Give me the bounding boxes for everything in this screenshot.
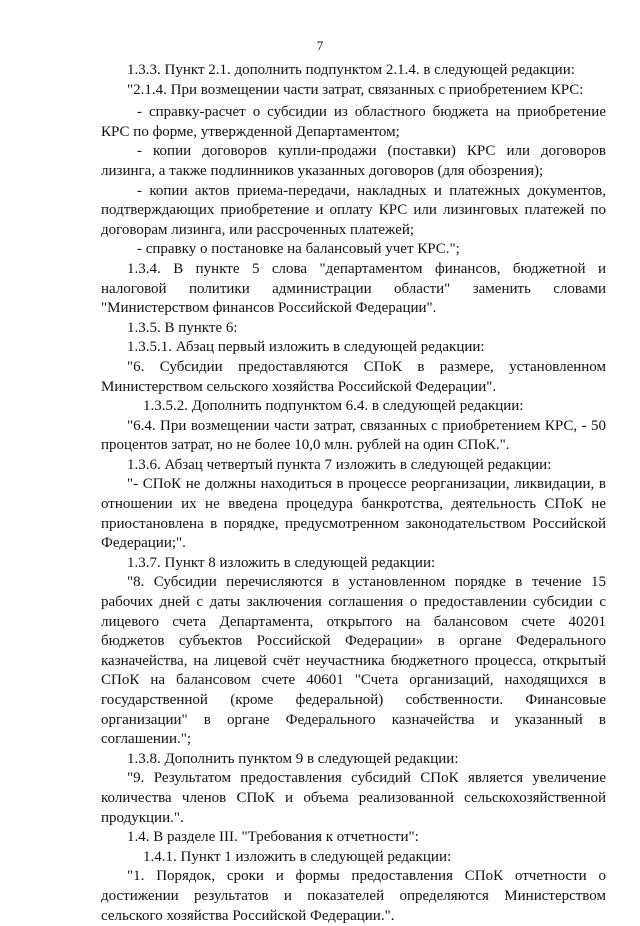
document-line: процентов затрат, но не более 10,0 млн. рублей на один СПоК.". — [101, 437, 510, 454]
document-line: 1.3.5. В пункте 6: — [127, 319, 238, 336]
document-line: СПоК на балансовом счете 40601 "Счета организаций, находящихся в — [101, 672, 606, 689]
document-line: 1.4.1. Пункт 1 изложить в следующей редакции: — [143, 848, 452, 865]
document-line: "6.4. При возмещении части затрат, связанных с приобретением КРС, - 50 — [127, 417, 606, 434]
document-line: "6. Субсидии предоставляются СПоК в размере, установленном — [127, 358, 606, 375]
document-line: 1.3.5.2. Дополнить подпунктом 6.4. в следующей редакции: — [143, 398, 524, 415]
document-line: "Министерством финансов Российской Федерации". — [101, 300, 437, 317]
document-line: 1.3.6. Абзац четвертый пункта 7 изложить в следующей редакции: — [127, 456, 552, 473]
document-line: договорам лизинга, или рассроченных платежей; — [101, 221, 415, 238]
document-line: 1.3.3. Пункт 2.1. дополнить подпунктом 2.1.4. в следующей редакции: — [127, 62, 575, 78]
page-number: 7 — [316, 38, 324, 53]
document-line: рабочих дней с даты заключения соглашения о предоставлении субсидии с — [101, 594, 606, 611]
document-line: количества членов СПоК и объема реализованной сельскохозяйственной — [101, 789, 606, 806]
document-line: сельского хозяйства Российской Федерации.". — [101, 907, 395, 924]
document-line: "8. Субсидии перечисляются в установленном порядке в течение 15 — [127, 574, 606, 591]
document-line: - справку о постановке на балансовый учет КРС."; — [137, 241, 460, 258]
document-line: "9. Результатом предоставления субсидий СПоК является увеличение — [127, 770, 606, 787]
document-line: "- СПоК не должны находиться в процессе реорганизации, ликвидации, в — [127, 476, 606, 493]
document-line: лицевого счета Департамента, открытого на балансовом счете 40201 — [101, 613, 606, 630]
document-line: "1. Порядок, сроки и формы предоставления СПоК отчетности о — [127, 868, 606, 885]
document-line: бюджетов субъектов Российской Федерации» в органе Федерального — [101, 633, 606, 650]
document-line: отношении их не введена процедура банкротства, деятельность СПоК не — [101, 496, 606, 513]
document-line: налоговой политики администрации области" заменить словами — [101, 280, 606, 297]
document-line: Министерством сельского хозяйства Российской Федерации". — [101, 378, 497, 395]
document-line: 1.3.4. В пункте 5 слова "департаментом финансов, бюджетной и — [127, 260, 606, 277]
document-line: Федерации;". — [101, 535, 186, 552]
document-line: 1.4. В разделе III. "Требования к отчетности": — [127, 829, 419, 846]
document-line: КРС по форме, утвержденной Департаментом; — [101, 123, 400, 140]
document-line: государственной (кроме федеральной) собственности. Финансовые — [101, 692, 606, 708]
document-line: соглашении."; — [101, 731, 192, 748]
document-line: лизинга, а также подлинников указанных договоров (для обозрения); — [101, 162, 544, 179]
document-line: организации" в органе Федерального казначейства и указанный в — [101, 711, 606, 728]
document-line: - копии актов приема-передачи, накладных и платежных документов, — [137, 182, 606, 199]
document-line: - справку-расчет о субсидии из областного бюджета на приобретение — [137, 104, 606, 121]
document-text — [101, 61, 606, 926]
document-line: достижении результатов и показателей определяются Министерством — [101, 887, 606, 904]
document-line: 1.3.7. Пункт 8 изложить в следующей редакции: — [127, 554, 436, 571]
document-line: "2.1.4. При возмещении части затрат, связанных с приобретением КРС: — [127, 81, 584, 98]
document-line: подтверждающих приобретение и оплату КРС или лизинговых платежей по — [101, 202, 606, 219]
document-line: продукции.". — [101, 809, 184, 826]
document-line: приостановлена в порядке, предусмотренном законодательством Российской — [101, 515, 606, 532]
document-line: 1.3.5.1. Абзац первый изложить в следующей редакции: — [127, 339, 485, 356]
document-line: - копии договоров купли-продажи (поставки) КРС или договоров — [137, 143, 606, 160]
document-line: казначейства, на лицевой счёт неучастника бюджетного процесса, открытый — [101, 652, 606, 669]
document-line: 1.3.8. Дополнить пунктом 9 в следующей редакции: — [127, 750, 459, 767]
